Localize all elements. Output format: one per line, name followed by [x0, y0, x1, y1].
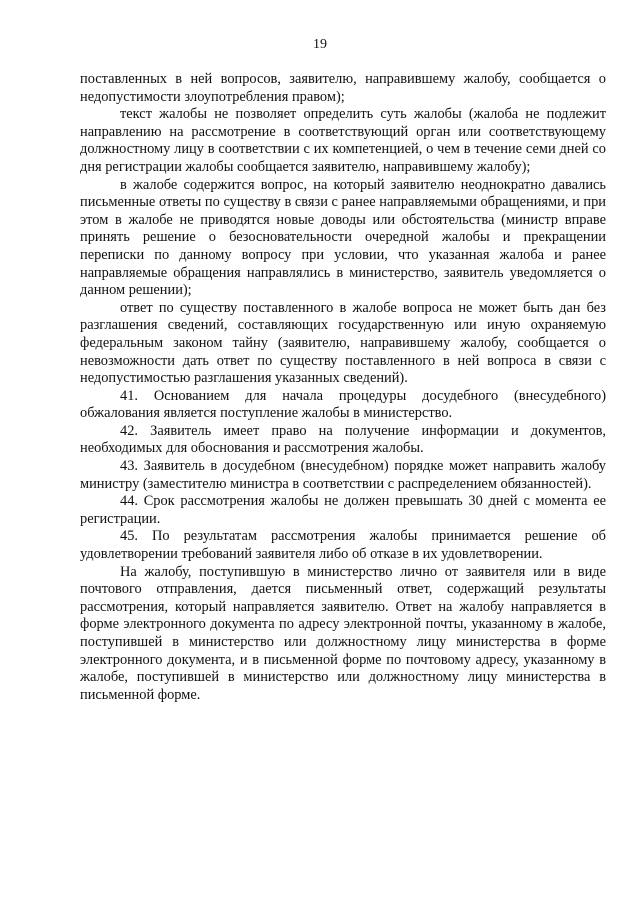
page-number: 19: [313, 37, 327, 52]
paragraph-item-42: 42. Заявитель имеет право на получение информации и документов, необходимых для обоснования и рассмотрения жалобы.: [80, 422, 606, 457]
paragraph: в жалобе содержится вопрос, на который заявителю неоднократно давались письменные ответы по существу в связи с ранее направляемыми обращениями, и при этом в жалобе не приводятся новые доводы или обстоятельства (министр вправе принять решение о безосновательности очередной жалобы и прекращении переписки по данному вопросу при условии, что указанная жалоба и ранее направляемые обращения направлялись в министерство, заявитель уведомляется о данном решении);: [80, 176, 606, 299]
paragraph-item-43: 43. Заявитель в досудебном (внесудебном) порядке может направить жалобу министру (заместителю министра в соответствии с распределением обязанностей).: [80, 458, 606, 492]
paragraph: текст жалобы не позволяет определить суть жалобы (жалоба не подлежит направлению на рассмотрение в соответствующий орган или соответствующему должностному лицу в соответствии с их компетенцией, о чем в течение семи дней со дня регистрации жалобы сообщается заявителю, направившему жалобу);: [80, 106, 606, 175]
paragraph: На жалобу, поступившую в министерство лично от заявителя или в виде почтового отправления, дается письменный ответ, содержащий результаты рассмотрения, который направляется заявителю. Ответ на жалобу направляется в форме электронного документа по адресу электронной почты, указанному в жалобе, поступившей в министерство или должностному лицу министерства в форме электронного документа, и в письменной форме по почтовому адресу, указанному в жалобе, поступившей в министерство или должностному лицу министерства в письменной форме.: [80, 563, 606, 703]
paragraph: ответ по существу поставленного в жалобе вопроса не может быть дан без разглашения сведений, составляющих государственную или иную охраняемую федеральным законом тайну (заявителю, направившему жалобу, сообщается о невозможности дать ответ по существу поставленного в ней вопроса в связи с недопустимостью разглашения указанных сведений).: [80, 299, 606, 387]
paragraph-item-41: 41. Основанием для начала процедуры досудебного (внесудебного) обжалования является поступление жалобы в министерство.: [80, 387, 606, 422]
paragraph-item-44: 44. Срок рассмотрения жалобы не должен превышать 30 дней с момента ее регистрации.: [80, 493, 606, 527]
paragraph-item-45: 45. По результатам рассмотрения жалобы принимается решение об удовлетворении требований заявителя либо об отказе в их удовлетворении.: [80, 528, 606, 563]
paragraph: поставленных в ней вопросов, заявителю, направившему жалобу, сообщается о недопустимости злоупотребления правом);: [80, 71, 606, 105]
document-body: [80, 71, 606, 704]
